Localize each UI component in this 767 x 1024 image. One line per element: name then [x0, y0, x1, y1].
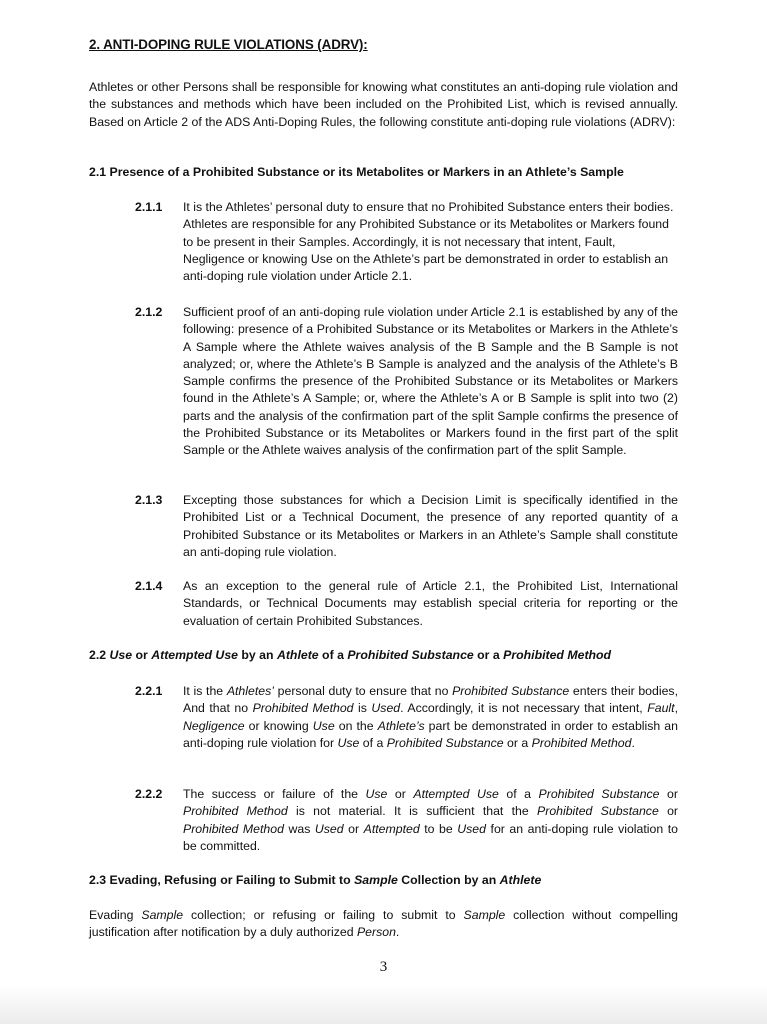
- item-text-2-1-4: As an exception to the general rule of Article 2.1, the Prohibited List, International Standards, or Technical Documents may establish special criteria for reporting or the evaluation of certain Prohibited Substances.: [183, 579, 678, 628]
- item-text-2-1-2: Sufficient proof of an anti-doping rule violation under Article 2.1 is established by any of the following: presence of a Prohibited Substance or its Metabolites or Markers in the Athlete’s A Sample where the Athlete waives analysis of the B Sample and the B Sample is not analyzed; or, where the Athlete’s B Sample is analyzed and the analysis of the Athlete’s B Sample confirms the presence of the Prohibited Substance or its Metabolites or Markers found in the Athlete’s A Sample; or, where the Athlete’s A or B Sample is split into two (2) parts and the analysis of the confirmation part of the split Sample confirms the presence of the Prohibited Substance or its Metabolites or Markers found in the first part of the split Sample or the Athlete waives analysis of the confirmation part of the split Sample.: [183, 305, 678, 458]
- paragraph-2-3: Evading Sample collection; or refusing or failing to submit to Sample collection without compelling justification after notification by a duly authorized Person.: [89, 908, 679, 940]
- page-bottom-shadow: [0, 984, 767, 1024]
- item-text-2-2-1: It is the Athletes’ personal duty to ensure that no Prohibited Substance enters their bodies, And that no Prohibited Method is Used. Accordingly, it is not necessary that intent, Fault, Negligence or knowing Use on the Athlete’s part be demonstrated in order to establish an anti-doping rule violation for Use of a Prohibited Substance or a Prohibited Method.: [183, 684, 678, 750]
- item-number-2-1-4: 2.1.4: [135, 579, 163, 593]
- item-number-2-1-2: 2.1.2: [135, 305, 163, 319]
- item-text-2-1-1: It is the Athletes’ personal duty to ensure that no Prohibited Substance enters their bodies. Athletes are responsible for any Prohibited Substance or its Metabolites or Markers found to be present in their Samples. Accordingly, it is not necessary that intent, Fault, Negligence or knowing Use on the Athlete’s part be demonstrated in order to establish an anti-doping rule violation under Article 2.1.: [183, 200, 674, 284]
- heading-2-3: 2.3 Evading, Refusing or Failing to Submit to Sample Collection by an Athlete: [89, 873, 542, 887]
- item-number-2-1-3: 2.1.3: [135, 493, 163, 507]
- item-text-2-1-3: Excepting those substances for which a Decision Limit is specifically identified in the Prohibited List or a Technical Document, the presence of any reported quantity of a Prohibited Substance or its Metabolites or Markers in an Athlete’s Sample shall constitute an anti-doping rule violation.: [183, 493, 678, 559]
- item-number-2-2-2: 2.2.2: [135, 787, 163, 801]
- item-text-2-2-2: The success or failure of the Use or Attempted Use of a Prohibited Substance or Prohibited Method is not material. It is sufficient that the Prohibited Substance or Prohibited Method was Used or Attempted to be Used for an anti-doping rule violation to be committed.: [183, 787, 679, 853]
- heading-2-1: 2.1 Presence of a Prohibited Substance or its Metabolites or Markers in an Athlete’s Sample: [89, 165, 624, 179]
- item-number-2-2-1: 2.2.1: [135, 684, 163, 698]
- section-title: 2. ANTI-DOPING RULE VIOLATIONS (ADRV):: [89, 37, 368, 52]
- intro-paragraph: Athletes or other Persons shall be responsible for knowing what constitutes an anti-doping rule violation and the substances and methods which have been included on the Prohibited List, which is revised annually. Based on Article 2 of the ADS Anti-Doping Rules, the following constitute anti-doping rule violations (ADRV):: [89, 80, 678, 129]
- item-number-2-1-1: 2.1.1: [135, 200, 163, 214]
- page-number: 3: [379, 959, 388, 975]
- heading-2-2: 2.2 Use or Attempted Use by an Athlete of a Prohibited Substance or a Prohibited Method: [89, 648, 612, 662]
